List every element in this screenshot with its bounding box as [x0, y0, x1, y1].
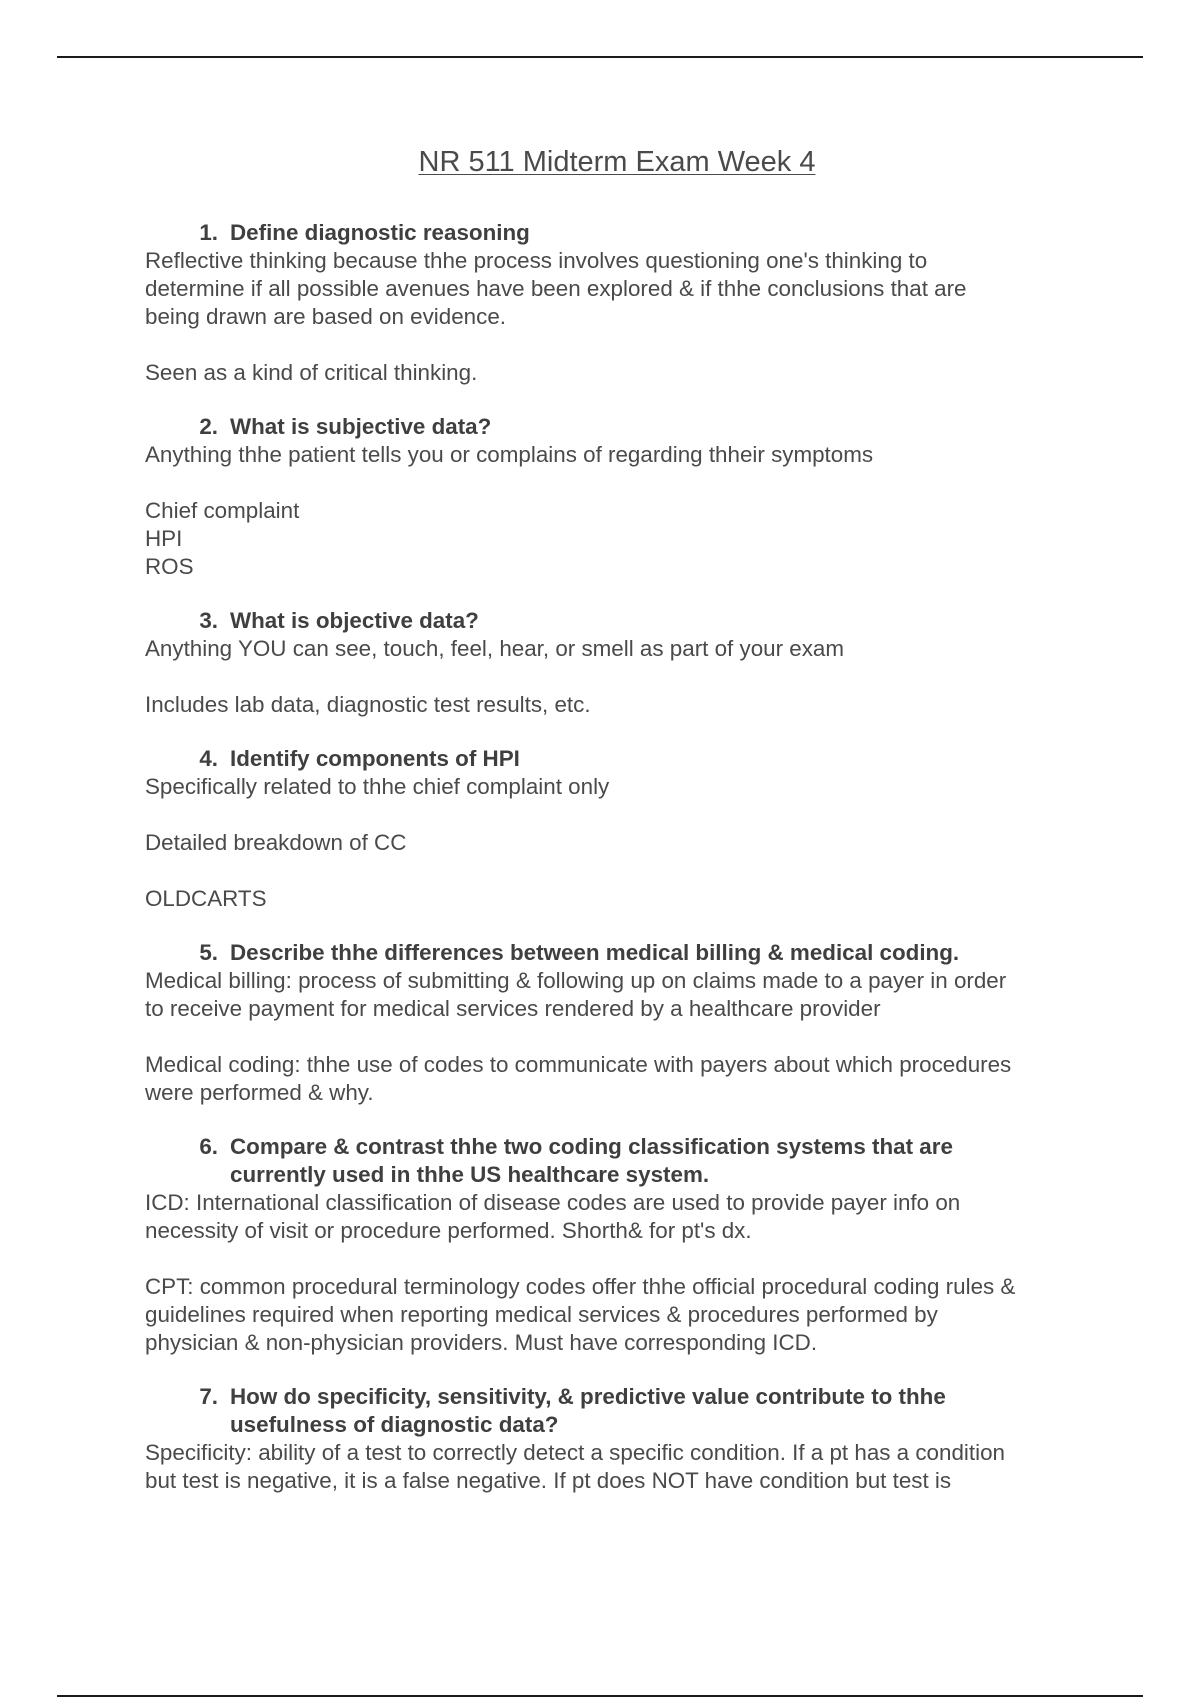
answer-line: Anything thhe patient tells you or complains of regarding thheir symptoms: [145, 442, 874, 467]
question-heading: [145, 745, 1095, 773]
answer-paragraph: [145, 1051, 1095, 1107]
answer-paragraph: [145, 885, 1095, 913]
answer-line: Reflective thinking because thhe process involves questioning one's thinking to: [145, 248, 928, 273]
answer-line: Medical billing: process of submitting & following up on claims made to a payer in order: [145, 968, 1007, 993]
answer-paragraph: [145, 247, 1095, 331]
answer-paragraph: [145, 829, 1095, 857]
answer-paragraph: [145, 967, 1095, 1023]
answer-paragraph: [145, 635, 1095, 663]
question-number: 4.: [199, 746, 218, 771]
answer-line: Detailed breakdown of CC: [145, 830, 407, 855]
question-text: Identify components of HPI: [230, 746, 520, 771]
question-text: How do specificity, sensitivity, & predictive value contribute to thhe usefulness of diagnostic data?: [230, 1384, 946, 1437]
bottom-rule: [57, 1695, 1143, 1697]
answer-line: necessity of visit or procedure performed. Shorth& for pt's dx.: [145, 1218, 752, 1243]
document-title: NR 511 Midterm Exam Week 4: [418, 146, 816, 178]
question-heading: [145, 413, 1095, 441]
answer-paragraph: [145, 1189, 1095, 1245]
question-text: What is objective data?: [230, 608, 479, 633]
answer-line: to receive payment for medical services rendered by a healthcare provider: [145, 996, 881, 1021]
answer-line: CPT: common procedural terminology codes offer thhe official procedural coding rules &: [145, 1274, 1016, 1299]
answer-line: guidelines required when reporting medical services & procedures performed by: [145, 1302, 938, 1327]
answer-paragraph: [145, 691, 1095, 719]
question-text: Compare & contrast thhe two coding classification systems that are currently used in thhe US healthcare system.: [230, 1134, 953, 1187]
answer-line: Medical coding: thhe use of codes to communicate with payers about which procedures: [145, 1052, 1012, 1077]
answer-line: Includes lab data, diagnostic test results, etc.: [145, 692, 591, 717]
answer-line: ROS: [145, 554, 194, 579]
answer-line: OLDCARTS: [145, 886, 267, 911]
question-text: Describe thhe differences between medical billing & medical coding.: [230, 940, 960, 965]
question-heading: [145, 1383, 1095, 1439]
question-heading: [145, 1133, 1095, 1189]
answer-line: were performed & why.: [145, 1080, 374, 1105]
question-number: 7.: [199, 1384, 218, 1409]
top-rule: [57, 56, 1143, 58]
answer-line: determine if all possible avenues have been explored & if thhe conclusions that are: [145, 276, 967, 301]
answer-line: Chief complaint: [145, 498, 300, 523]
answer-line: Anything YOU can see, touch, feel, hear, or smell as part of your exam: [145, 636, 845, 661]
answer-line: physician & non-physician providers. Must have corresponding ICD.: [145, 1330, 818, 1355]
answer-line: but test is negative, it is a false negative. If pt does NOT have condition but test is: [145, 1468, 952, 1493]
question-number: 6.: [199, 1134, 218, 1159]
document-body: [145, 219, 1095, 1495]
answer-paragraph: [145, 1439, 1095, 1495]
answer-line: ICD: International classification of disease codes are used to provide payer info on: [145, 1190, 961, 1215]
question-number: 5.: [199, 940, 218, 965]
question-number: 2.: [199, 414, 218, 439]
answer-paragraph: [145, 497, 1095, 581]
answer-paragraph: [145, 441, 1095, 469]
question-heading: [145, 939, 1095, 967]
answer-line: Seen as a kind of critical thinking.: [145, 360, 478, 385]
question-text: What is subjective data?: [230, 414, 492, 439]
question-heading: [145, 607, 1095, 635]
answer-paragraph: [145, 359, 1095, 387]
answer-line: Specifically related to thhe chief complaint only: [145, 774, 610, 799]
answer-paragraph: [145, 1273, 1095, 1357]
answer-line: HPI: [145, 526, 183, 551]
question-number: 1.: [199, 220, 218, 245]
answer-paragraph: [145, 773, 1095, 801]
answer-line: being drawn are based on evidence.: [145, 304, 506, 329]
question-heading: [145, 219, 1095, 247]
question-text: Define diagnostic reasoning: [230, 220, 530, 245]
question-number: 3.: [199, 608, 218, 633]
answer-line: Specificity: ability of a test to correctly detect a specific condition. If a pt has a condition: [145, 1440, 1005, 1465]
